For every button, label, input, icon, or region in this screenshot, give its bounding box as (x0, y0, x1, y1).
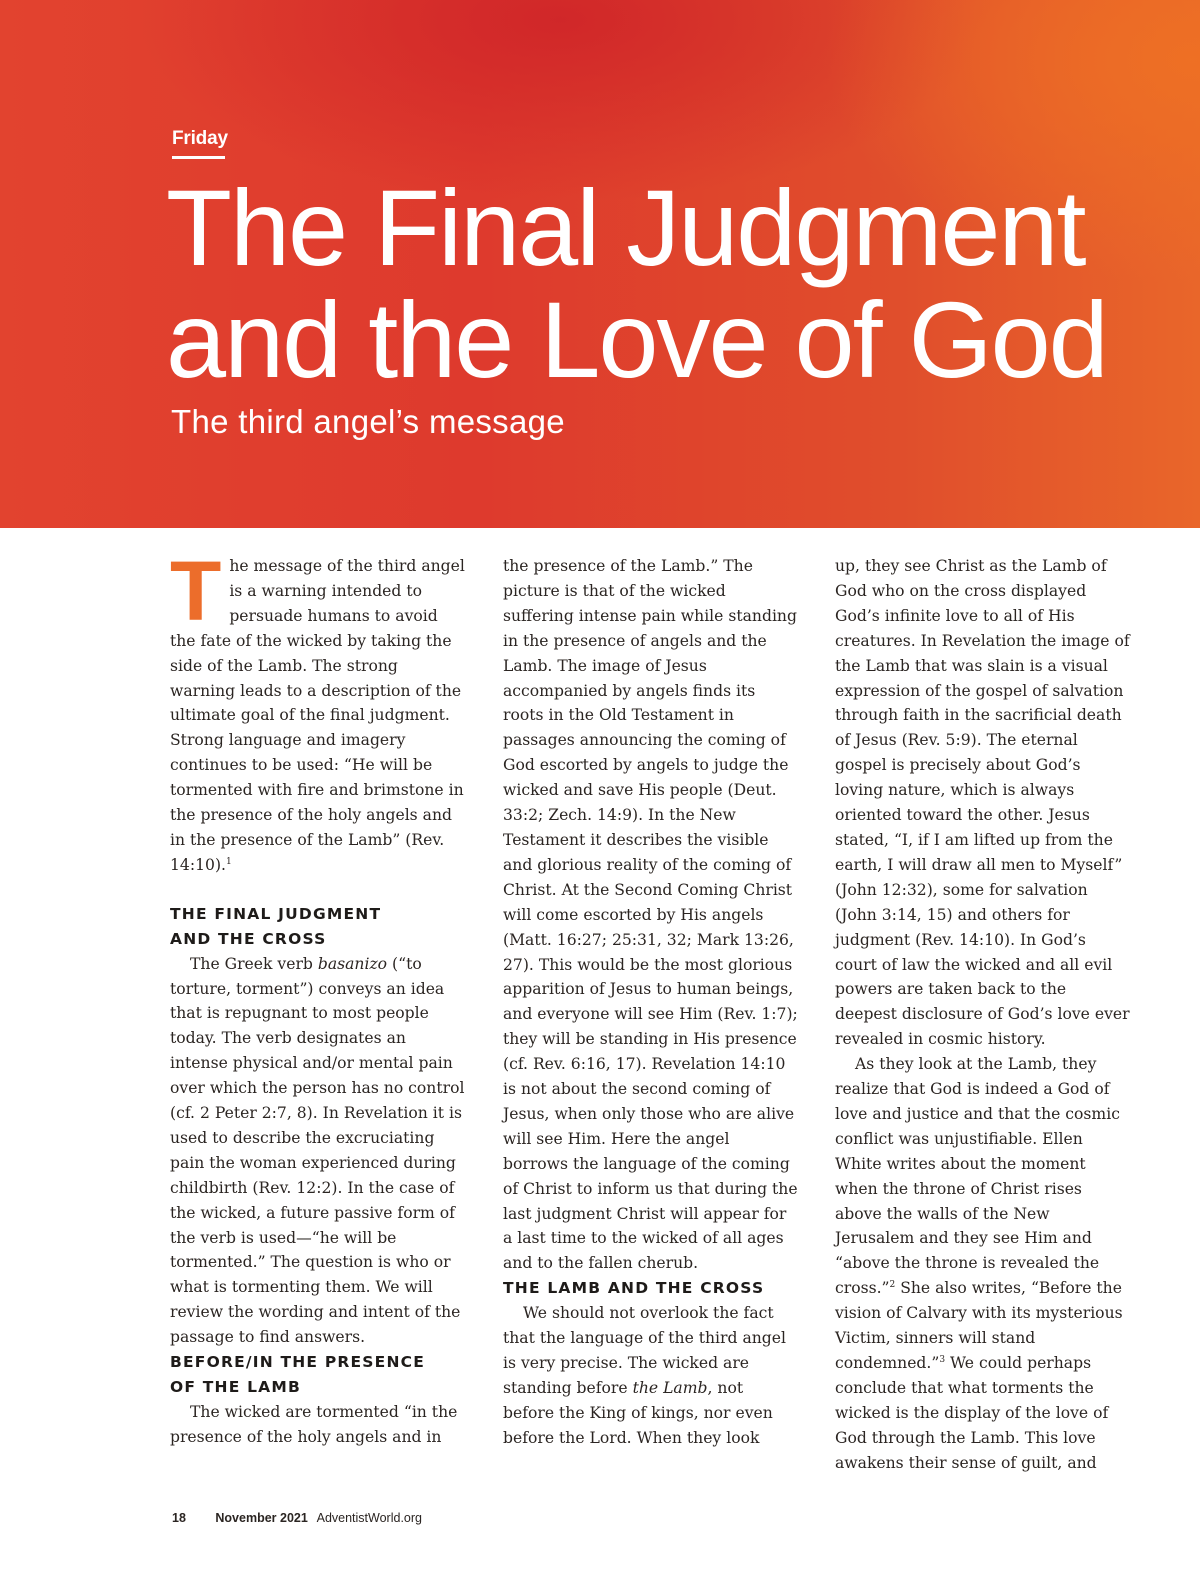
paragraph: up, they see Christ as the Lamb of God who on the cross displayed God’s infinite love to all of His creatures. In Revelation the image of the Lamb that was slain is a visual expression of the gospel of salvation through faith in the sacrificial death of Jesus (Rev. 5:9). The eternal gospel is precisely about God’s loving nature, which is always oriented toward the other. Jesus stated, “I, if I am lifted up from the earth, I will draw all men to Myself” (John 12:32), some for salvation (John 3:14, 15) and others for judgment (Rev. 14:10). In God’s court of law the wicked and all evil powers are taken back to the deepest disclosure of God’s love ever revealed in cosmic history. (835, 557, 1130, 1049)
website: AdventistWorld.org (316, 1511, 422, 1525)
paragraph: The wicked are tormented “in the presence of the holy angels and in (170, 1402, 458, 1446)
section-heading: THE LAMB AND THE CROSS (503, 1279, 765, 1298)
paragraph: We should not overlook the fact that the language of the third angel is very precise. The wicked are standing before the Lamb, not before the King of kings, nor even before the Lord. When they look (503, 1304, 786, 1447)
page-number: 18 (172, 1511, 186, 1525)
article-column-3 (835, 554, 1131, 1476)
header-banner (0, 0, 1200, 528)
title-line-2: and the Love of God (166, 279, 1107, 400)
issue-date: November 2021 (215, 1511, 308, 1525)
article-column-1 (170, 544, 466, 1450)
footnote-marker: 2 (889, 1280, 896, 1291)
day-kicker: Friday (172, 128, 228, 149)
title-line-1: The Final Judgment (166, 167, 1085, 288)
paragraph: As they look at the Lamb, they realize that God is indeed a God of love and justice and that the cosmic conflict was unjustifiable. Ellen White writes about the moment when the throne of Christ rises above the walls of the New Jerusalem and they see Him and “above the throne is revealed the cross.”$^2$ She also writes, “Before the vision of Calvary with its mysterious Victim, sinners will stand condemned.”$^3$ We could perhaps conclude that what torments the wicked is the display of the love of God through the Lamb. This love awakens their sense of guilt, and (835, 1055, 1123, 1472)
paragraph: The message of the third angel is a warning intended to persuade humans to avoid the fate of the wicked by taking the side of the Lamb. The strong warning leads to a description of the ultimate goal of the final judgment. Strong language and imagery continues to be used: “He will be tormented with fire and brimstone in the presence of the holy angels and in the presence of the Lamb” (Rev. 14:10).$^1$ (170, 544, 465, 874)
kicker-underline (172, 156, 225, 159)
subtitle: The third angel’s message (171, 403, 565, 440)
paragraph: the presence of the Lamb.” The picture is that of the wicked suffering intense pain while standing in the presence of angels and the Lamb. The image of Jesus accompanied by angels finds its roots in the Old Testament in passages announcing the coming of God escorted by angels to judge the wicked and save His people (Deut. 33:2; Zech. 14:9). In the New Testament it describes the visible and glorious reality of the coming of Christ. At the Second Coming Christ will come escorted by His angels (Matt. 16:27; 25:31, 32; Mark 13:26, 27). This would be the most glorious apparition of Jesus to human beings, and everyone will see Him (Rev. 1:7); they will be standing in His presence (cf. Rev. 6:16, 17). Revelation 14:10 is not about the second coming of Jesus, when only those who are alive will see Him. Here the angel borrows the language of the coming of Christ to inform us that during the last judgment Christ will appear for a last time to the wicked of all ages and to the fallen cherub. (503, 557, 798, 1273)
page-footer (172, 1511, 422, 1525)
paragraph: The Greek verb basanizo (“to torture, torment”) conveys an idea that is repugnant to most people today. The verb designates an intense physical and/or mental pain over which the person has no control (cf. 2 Peter 2:7, 8). In Revelation it is used to describe the excruciating pain the woman experienced during childbirth (Rev. 12:2). In the case of the wicked, a future passive form of the verb is used—“he will be tormented.” The question is who or what is tormenting them. We will review the wording and intent of the passage to find answers. (170, 954, 465, 1347)
section-heading: BEFORE/IN THE PRESENCE OF THE LAMB (170, 1353, 425, 1396)
drop-cap: T (170, 544, 222, 638)
article-column-2 (503, 554, 799, 1451)
page-title (166, 167, 1166, 400)
section-heading: THE FINAL JUDGMENT AND THE CROSS (170, 904, 382, 948)
footnote-marker: 3 (939, 1354, 946, 1365)
footnote-marker: 1 (225, 856, 232, 867)
